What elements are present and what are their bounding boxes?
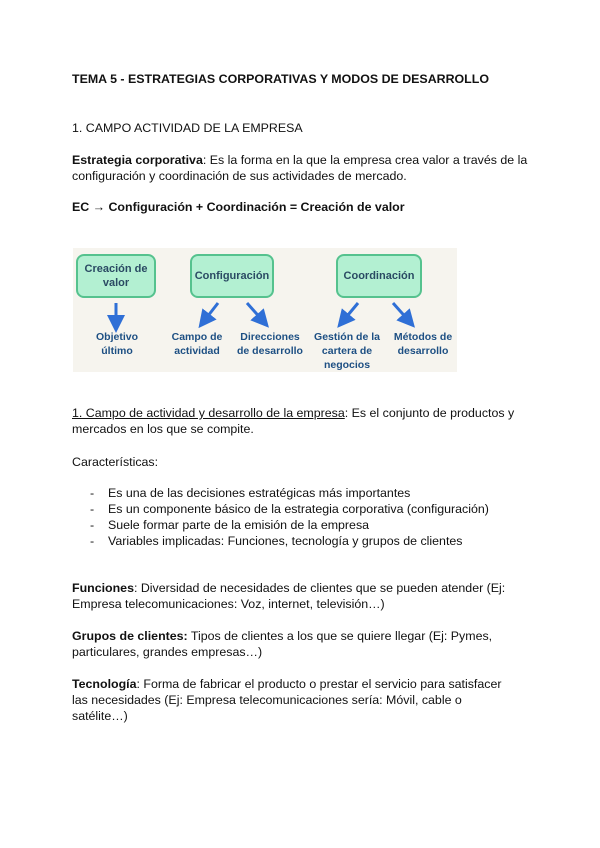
caracteristicas-label: Características: <box>72 455 159 469</box>
grupos-text: Tipos de clientes a los que se quiere llegar (Ej: Pymes, particulares, grandes empresas…) <box>72 629 493 659</box>
list-item: - Suele formar parte de la emisión de la empresa <box>90 518 370 532</box>
caracteristicas-list <box>90 485 489 549</box>
node-configuracion: Configuración <box>190 254 274 298</box>
label-direcciones-desarrollo: Direcciones de desarrollo <box>237 331 303 357</box>
funciones-term: Funciones <box>72 581 134 595</box>
definition-term: Estrategia corporativa <box>72 153 203 167</box>
section-heading: 1. CAMPO ACTIVIDAD DE LA EMPRESA <box>72 121 303 135</box>
funciones-paragraph <box>72 580 512 612</box>
label-metodos-desarrollo: Métodos de desarrollo <box>393 331 453 357</box>
funciones-text: : Diversidad de necesidades de clientes que se pueden atender (Ej: Empresa telecomunicaciones: Voz, internet, televisión…) <box>72 581 506 611</box>
label-campo-actividad: Campo de actividad <box>171 331 223 357</box>
list-item: - Es una de las decisiones estratégicas más importantes <box>90 486 411 500</box>
node-coordinacion: Coordinación <box>336 254 422 298</box>
tecnologia-paragraph <box>72 676 517 724</box>
campo-text: : Es el conjunto de productos y mercados en los que se compite. <box>72 406 515 436</box>
campo-term: 1. Campo de actividad y desarrollo de la empresa <box>72 406 345 420</box>
arrow-to-gestion <box>343 303 358 321</box>
list-bullet: - <box>90 518 95 532</box>
tecnologia-term: Tecnología <box>72 677 137 691</box>
label-objetivo-ultimo: Objetivo último <box>95 331 138 357</box>
list-bullet: - <box>90 502 95 516</box>
arrow-to-campo <box>204 303 218 321</box>
grupos-term: Grupos de clientes: <box>72 629 188 643</box>
tecnologia-text: : Forma de fabricar el producto o prestar el servicio para satisfacer las necesidades (Ej: Empresa telecomunicaciones sería: Móvil, cable o satélite…) <box>72 677 502 723</box>
node-creacion-valor: Creación de valor <box>76 254 156 298</box>
label-gestion-cartera: Gestión de la cartera de negocios <box>314 331 380 371</box>
list-bullet: - <box>90 486 95 500</box>
campo-paragraph <box>72 405 542 437</box>
arrow-to-direcciones <box>247 303 263 321</box>
definition-text: : Es la forma en la que la empresa crea valor a través de la configuración y coordinación de sus actividades de mercado. <box>72 153 528 183</box>
list-item: - Variables implicadas: Funciones, tecnología y grupos de clientes <box>90 534 463 548</box>
list-item: - Es un componente básico de la estrategia corporativa (configuración) <box>90 502 489 516</box>
page-title: TEMA 5 - ESTRATEGIAS CORPORATIVAS Y MODOS DE DESARROLLO <box>72 72 489 86</box>
definition-paragraph <box>72 152 532 184</box>
grupos-paragraph <box>72 628 512 660</box>
strategy-equation: EC → Configuración + Coordinación = Creación de valor <box>72 200 405 214</box>
list-bullet: - <box>90 534 95 548</box>
arrow-to-metodos <box>393 303 409 321</box>
strategy-diagram <box>73 248 457 372</box>
